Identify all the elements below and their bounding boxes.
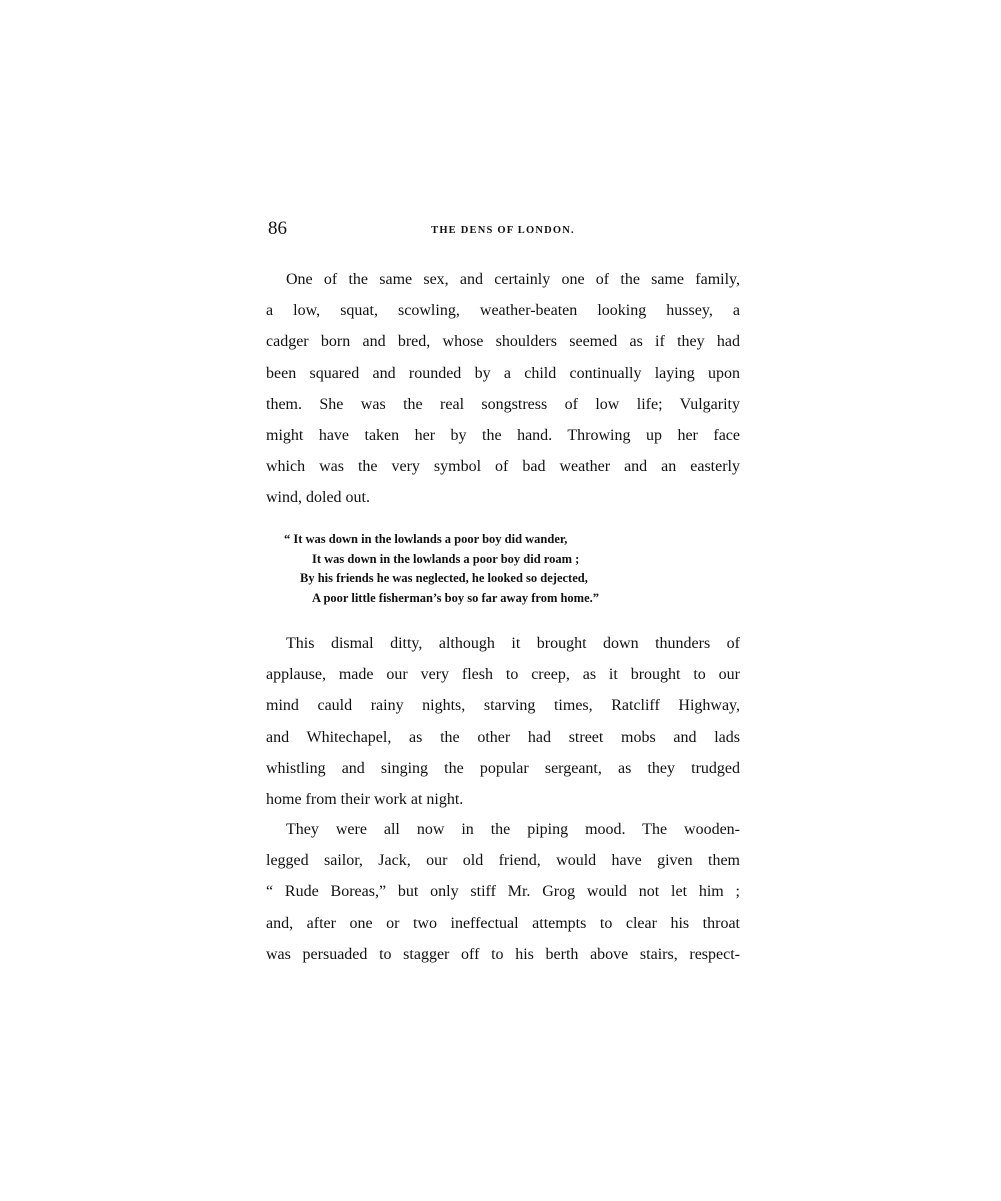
- text-line: a low, squat, scowling, weather-beaten looking hussey, a: [266, 302, 740, 320]
- running-head: [266, 218, 740, 242]
- text-line: applause, made our very flesh to creep, as it brought to our: [266, 666, 740, 684]
- verse-line: By his friends he was neglected, he looked so dejected,: [300, 571, 588, 585]
- paragraph-3: [266, 814, 740, 970]
- paragraph-1: [266, 264, 740, 514]
- verse-line: “ It was down in the lowlands a poor boy did wander,: [284, 532, 568, 546]
- text-line: might have taken her by the hand. Throwing up her face: [266, 427, 740, 445]
- text-line: whistling and singing the popular sergeant, as they trudged: [266, 759, 740, 777]
- text-line: legged sailor, Jack, our old friend, would have given them: [266, 852, 740, 870]
- page-number: 86: [268, 218, 287, 239]
- verse-line: A poor little fisherman’s boy so far away from home.”: [312, 590, 600, 605]
- text-line: “ Rude Boreas,” but only stiff Mr. Grog would not let him ;: [266, 883, 740, 901]
- text-line: home from their work at night.: [266, 791, 464, 809]
- text-line: mind cauld rainy nights, starving times, Ratcliff Highway,: [266, 697, 740, 715]
- text-line: They were all now in the piping mood. The wooden-: [286, 821, 740, 838]
- running-title: THE DENS OF LONDON.: [431, 225, 575, 236]
- text-line: which was the very symbol of bad weather and an easterly: [266, 458, 740, 476]
- text-line: One of the same sex, and certainly one of the same family,: [286, 271, 740, 288]
- text-line: This dismal ditty, although it brought down thunders of: [286, 635, 740, 652]
- text-line: been squared and rounded by a child continually laying upon: [266, 364, 740, 382]
- text-line: cadger born and bred, whose shoulders seemed as if they had: [266, 333, 740, 351]
- text-line: was persuaded to stagger off to his berth above stairs, respect-: [266, 945, 740, 963]
- text-line: and, after one or two ineffectual attempts to clear his throat: [266, 914, 740, 932]
- verse-line: It was down in the lowlands a poor boy did roam ;: [312, 551, 580, 566]
- text-line: them. She was the real songstress of low life; Vulgarity: [266, 395, 740, 413]
- paragraph-2: [266, 628, 740, 815]
- text-line: wind, doled out.: [266, 489, 370, 507]
- text-line: and Whitechapel, as the other had street mobs and lads: [266, 728, 740, 746]
- song-verse: [284, 530, 599, 608]
